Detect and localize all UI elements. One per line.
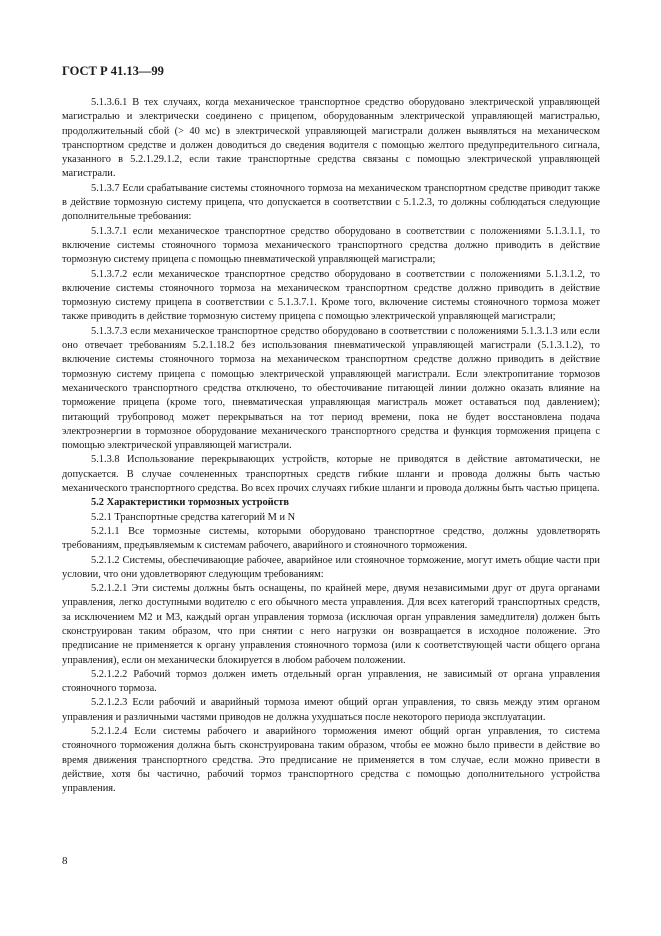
section-heading-5-2: 5.2 Характеристики тормозных устройств: [91, 497, 289, 509]
page-number: 8: [62, 855, 68, 867]
paragraph-5-2-1-2: 5.2.1.2 Системы, обеспечивающие рабочее, аварийное или стояночное торможение, могут иметь общие части при условии, что они удовлетворяют следующим требованиям:: [62, 554, 600, 580]
paragraph-5-2-1-2-3: 5.2.1.2.3 Если рабочий и аварийный тормоза имеют общий орган управления, то связь между этим органом управления и различными частями приводов не должна ухудшаться после некоторого периода эксплуатации.: [62, 697, 600, 723]
paragraph-5-1-3-8: 5.1.3.8 Использование перекрывающих устройств, которые не приводятся в действие автоматически, не допускается. В случае сочлененных транспортных средств гибкие шланги и провода должны быть частью механического транспортного средства. Во всех прочих случаях гибкие шланги и провода должны быть частью прицепа.: [62, 454, 600, 495]
document-body: [62, 96, 600, 797]
paragraph-5-1-3-6-1: 5.1.3.6.1 В тех случаях, когда механическое транспортное средство оборудовано электрической управляющей магистралью и электрически соединено с прицепом, оборудованным электрической управляющей магистралью, продолжительный сбой (> 40 мс) в электрической управляющей магистрали должен выявляться на механическом транспортном средстве и должен доводиться до сведения водителя с помощью желтого предупредительного сигнала, указанного в 5.2.1.29.1.2, если такие транспортные средства связаны с помощью электрической управляющей магистрали.: [62, 97, 600, 180]
paragraph-5-2-1-2-1: 5.2.1.2.1 Эти системы должны быть оснащены, по крайней мере, двумя независимыми друг от друга органами управления, легко доступными водителю с его обычного места управления. Для всех категорий транспортных средств, за исключением M2 и M3, каждый орган управления тормоза (исключая орган управления замедлителя) должен быть сконструирован таким образом, что при снятии с него нагрузки он возвращается в исходное положение. Это предписание не применяется к органу управления стояночного тормоза (или к соответствующей части общего органа управления), если он механически блокируется в любом рабочем положении.: [62, 583, 600, 666]
paragraph-5-2-1-2-4: 5.2.1.2.4 Если системы рабочего и аварийного торможения имеют общий орган управления, то система стояночного торможения должна быть сконструирована таким образом, чтобы ее можно было привести в действие во время движения транспортного средства. Это предписание не применяется в том случае, если можно привести в действие, хотя бы частично, рабочий тормоз транспортного средства с помощью дополнительного устройства управления.: [62, 726, 600, 795]
paragraph-5-2-1-2-2: 5.2.1.2.2 Рабочий тормоз должен иметь отдельный орган управления, не зависимый от органа управления стояночного тормоза.: [62, 668, 600, 695]
paragraph-5-1-3-7: 5.1.3.7 Если срабатывание системы стояночного тормоза на механическом транспортном средстве приводит также в действие тормозную систему прицепа, что допускается в соответствии с 5.1.2.3, то должны соблюдаться следующие дополнительные требования:: [62, 182, 600, 223]
paragraph-5-1-3-7-3: 5.1.3.7.3 если механическое транспортное средство оборудовано в соответствии с положениями 5.1.3.1.3 или если оно отвечает требованиям 5.2.1.18.2 без использования пневматической управляющей магистрали (5.1.3.1.2), то включение системы стояночного тормоза на механическом транспортном средстве должно приводить в действие тормозную систему прицепа с помощью электрической управляющей магистрали. Если электропитание тормозов механического транспортного средства отключено, то обесточивание питающей линии должно оказать влияние на торможение прицепа (кроме того, пневматическая управляющая магистраль может оставаться под давлением); питающий трубопровод может перекрываться на тот период времени, пока не будет восстановлена подача электроэнергии в тормозное оборудование механического транспортного средства и функция торможения прицепа с помощью электрической управляющей магистрали.: [62, 325, 600, 452]
paragraph-5-1-3-7-1: 5.1.3.7.1 если механическое транспортное средство оборудовано в соответствии с положениями 5.1.3.1.1, то включение системы стояночного тормоза механического транспортного средства должно приводить в действие тормозную систему прицепа с помощью пневматической управляющей магистрали;: [62, 225, 600, 266]
paragraph-5-1-3-7-2: 5.1.3.7.2 если механическое транспортное средство оборудовано в соответствии с положениями 5.1.3.1.2, то включение системы стояночного тормоза на механическом транспортном средстве должно приводить в действие тормозную систему прицепа в соответствии с 5.1.3.7.1. Кроме того, включение системы стояночного тормоза может также приводить в действие тормозную систему прицепа с помощью электрической управляющей магистрали;: [62, 268, 600, 323]
paragraph-5-2-1-1: 5.2.1.1 Все тормозные системы, которыми оборудовано транспортное средство, должны удовлетворять требованиям, предъявляемым к системам рабочего, аварийного и стояночного торможения.: [62, 525, 600, 552]
document-header: ГОСТ Р 41.13—99: [62, 64, 164, 78]
subsection-heading-5-2-1: 5.2.1 Транспортные средства категорий M и N: [91, 511, 296, 523]
